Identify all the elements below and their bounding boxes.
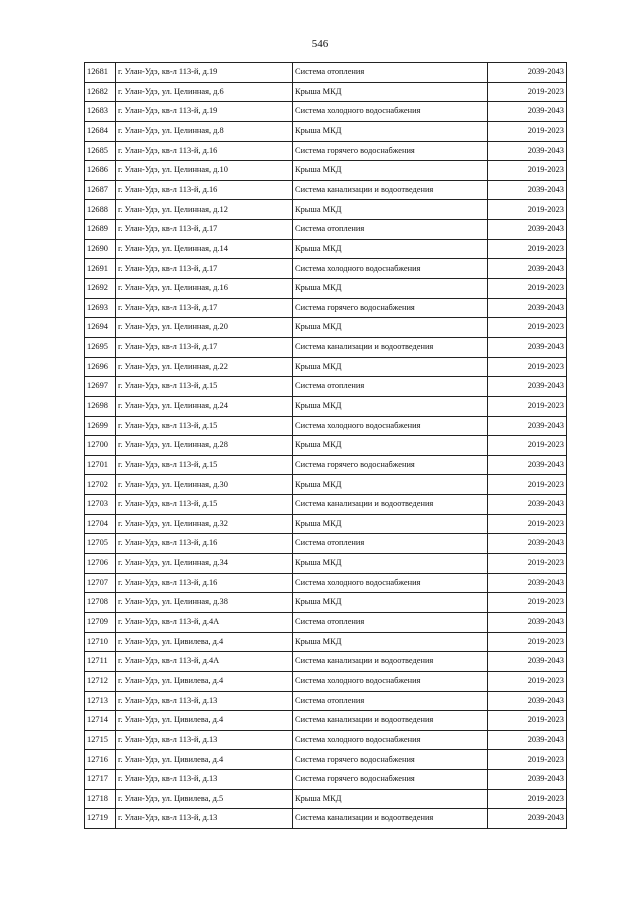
- system-cell: Система канализации и водоотведения: [293, 652, 488, 672]
- table-row: [85, 671, 567, 691]
- table-row: [85, 789, 567, 809]
- address-cell: г. Улан-Удэ, ул. Целинная, д.10: [116, 161, 293, 181]
- row-number-cell: 12711: [85, 652, 116, 672]
- table-row: [85, 632, 567, 652]
- row-number-cell: 12708: [85, 593, 116, 613]
- period-cell: 2019-2023: [488, 82, 567, 102]
- row-number-cell: 12684: [85, 121, 116, 141]
- table-row: [85, 298, 567, 318]
- page-number: 546: [311, 38, 329, 50]
- row-number-cell: 12710: [85, 632, 116, 652]
- system-cell: Система отопления: [293, 220, 488, 240]
- period-cell: 2019-2023: [488, 711, 567, 731]
- row-number-cell: 12696: [85, 357, 116, 377]
- table-row: [85, 239, 567, 259]
- address-cell: г. Улан-Удэ, ул. Целинная, д.24: [116, 396, 293, 416]
- table-row: [85, 750, 567, 770]
- table-row: [85, 63, 567, 83]
- address-cell: г. Улан-Удэ, кв-л 113-й, д.15: [116, 377, 293, 397]
- system-cell: Система горячего водоснабжения: [293, 770, 488, 790]
- address-cell: г. Улан-Удэ, ул. Цивилева, д.4: [116, 632, 293, 652]
- period-cell: 2039-2043: [488, 770, 567, 790]
- address-cell: г. Улан-Удэ, кв-л 113-й, д.17: [116, 259, 293, 279]
- table-row: [85, 554, 567, 574]
- row-number-cell: 12690: [85, 239, 116, 259]
- table-row: [85, 573, 567, 593]
- system-cell: Система холодного водоснабжения: [293, 259, 488, 279]
- row-number-cell: 12686: [85, 161, 116, 181]
- row-number-cell: 12697: [85, 377, 116, 397]
- table-row: [85, 82, 567, 102]
- address-cell: г. Улан-Удэ, кв-л 113-й, д.15: [116, 416, 293, 436]
- address-cell: г. Улан-Удэ, кв-л 113-й, д.13: [116, 809, 293, 829]
- address-cell: г. Улан-Удэ, кв-л 113-й, д.16: [116, 180, 293, 200]
- system-cell: Крыша МКД: [293, 554, 488, 574]
- row-number-cell: 12699: [85, 416, 116, 436]
- address-cell: г. Улан-Удэ, кв-л 113-й, д.16: [116, 141, 293, 161]
- row-number-cell: 12683: [85, 102, 116, 122]
- system-cell: Система канализации и водоотведения: [293, 337, 488, 357]
- period-cell: 2039-2043: [488, 730, 567, 750]
- row-number-cell: 12685: [85, 141, 116, 161]
- row-number-cell: 12700: [85, 436, 116, 456]
- row-number-cell: 12688: [85, 200, 116, 220]
- address-cell: г. Улан-Удэ, кв-л 113-й, д.17: [116, 298, 293, 318]
- period-cell: 2039-2043: [488, 652, 567, 672]
- system-cell: Крыша МКД: [293, 318, 488, 338]
- address-cell: г. Улан-Удэ, кв-л 113-й, д.19: [116, 63, 293, 83]
- row-number-cell: 12714: [85, 711, 116, 731]
- system-cell: Крыша МКД: [293, 789, 488, 809]
- period-cell: 2019-2023: [488, 436, 567, 456]
- table-row: [85, 809, 567, 829]
- table-row: [85, 200, 567, 220]
- address-cell: г. Улан-Удэ, ул. Целинная, д.12: [116, 200, 293, 220]
- address-cell: г. Улан-Удэ, кв-л 113-й, д.15: [116, 495, 293, 515]
- table-row: [85, 770, 567, 790]
- system-cell: Крыша МКД: [293, 357, 488, 377]
- system-cell: Крыша МКД: [293, 161, 488, 181]
- row-number-cell: 12693: [85, 298, 116, 318]
- address-cell: г. Улан-Удэ, кв-л 113-й, д.13: [116, 770, 293, 790]
- system-cell: Система холодного водоснабжения: [293, 730, 488, 750]
- period-cell: 2039-2043: [488, 259, 567, 279]
- address-cell: г. Улан-Удэ, кв-л 113-й, д.19: [116, 102, 293, 122]
- system-cell: Система холодного водоснабжения: [293, 671, 488, 691]
- row-number-cell: 12706: [85, 554, 116, 574]
- period-cell: 2039-2043: [488, 809, 567, 829]
- system-cell: Система холодного водоснабжения: [293, 573, 488, 593]
- address-cell: г. Улан-Удэ, кв-л 113-й, д.17: [116, 337, 293, 357]
- system-cell: Крыша МКД: [293, 632, 488, 652]
- system-cell: Система холодного водоснабжения: [293, 416, 488, 436]
- table-row: [85, 279, 567, 299]
- row-number-cell: 12692: [85, 279, 116, 299]
- system-cell: Система отопления: [293, 377, 488, 397]
- table-row: [85, 495, 567, 515]
- period-cell: 2019-2023: [488, 789, 567, 809]
- table-row: [85, 337, 567, 357]
- address-cell: г. Улан-Удэ, ул. Целинная, д.30: [116, 475, 293, 495]
- period-cell: 2019-2023: [488, 239, 567, 259]
- table-row: [85, 436, 567, 456]
- table-row: [85, 259, 567, 279]
- row-number-cell: 12703: [85, 495, 116, 515]
- period-cell: 2039-2043: [488, 337, 567, 357]
- system-cell: Крыша МКД: [293, 475, 488, 495]
- address-cell: г. Улан-Удэ, ул. Цивилева, д.4: [116, 750, 293, 770]
- system-cell: Крыша МКД: [293, 593, 488, 613]
- system-cell: Система канализации и водоотведения: [293, 495, 488, 515]
- row-number-cell: 12704: [85, 514, 116, 534]
- system-cell: Система горячего водоснабжения: [293, 141, 488, 161]
- table-row: [85, 730, 567, 750]
- system-cell: Крыша МКД: [293, 82, 488, 102]
- system-cell: Крыша МКД: [293, 200, 488, 220]
- system-cell: Система отопления: [293, 534, 488, 554]
- system-cell: Крыша МКД: [293, 121, 488, 141]
- system-cell: Система отопления: [293, 63, 488, 83]
- address-cell: г. Улан-Удэ, кв-л 113-й, д.13: [116, 691, 293, 711]
- row-number-cell: 12715: [85, 730, 116, 750]
- table-row: [85, 318, 567, 338]
- row-number-cell: 12701: [85, 455, 116, 475]
- address-cell: г. Улан-Удэ, кв-л 113-й, д.16: [116, 534, 293, 554]
- table-body: [85, 63, 567, 829]
- table-row: [85, 691, 567, 711]
- address-cell: г. Улан-Удэ, кв-л 113-й, д.16: [116, 573, 293, 593]
- table-row: [85, 711, 567, 731]
- period-cell: 2019-2023: [488, 475, 567, 495]
- system-cell: Крыша МКД: [293, 436, 488, 456]
- period-cell: 2039-2043: [488, 612, 567, 632]
- period-cell: 2039-2043: [488, 573, 567, 593]
- address-cell: г. Улан-Удэ, ул. Целинная, д.34: [116, 554, 293, 574]
- row-number-cell: 12713: [85, 691, 116, 711]
- row-number-cell: 12718: [85, 789, 116, 809]
- period-cell: 2039-2043: [488, 455, 567, 475]
- table-row: [85, 514, 567, 534]
- period-cell: 2019-2023: [488, 200, 567, 220]
- row-number-cell: 12694: [85, 318, 116, 338]
- period-cell: 2039-2043: [488, 220, 567, 240]
- address-cell: г. Улан-Удэ, ул. Целинная, д.32: [116, 514, 293, 534]
- system-cell: Система горячего водоснабжения: [293, 750, 488, 770]
- table-row: [85, 534, 567, 554]
- period-cell: 2039-2043: [488, 298, 567, 318]
- system-cell: Крыша МКД: [293, 514, 488, 534]
- row-number-cell: 12702: [85, 475, 116, 495]
- row-number-cell: 12716: [85, 750, 116, 770]
- address-cell: г. Улан-Удэ, ул. Целинная, д.38: [116, 593, 293, 613]
- address-cell: г. Улан-Удэ, кв-л 113-й, д.17: [116, 220, 293, 240]
- repair-schedule-table: [84, 62, 567, 829]
- system-cell: Система горячего водоснабжения: [293, 298, 488, 318]
- period-cell: 2039-2043: [488, 63, 567, 83]
- period-cell: 2019-2023: [488, 750, 567, 770]
- row-number-cell: 12717: [85, 770, 116, 790]
- address-cell: г. Улан-Удэ, ул. Цивилева, д.4: [116, 671, 293, 691]
- system-cell: Крыша МКД: [293, 396, 488, 416]
- address-cell: г. Улан-Удэ, ул. Целинная, д.14: [116, 239, 293, 259]
- table-row: [85, 141, 567, 161]
- row-number-cell: 12681: [85, 63, 116, 83]
- period-cell: 2019-2023: [488, 593, 567, 613]
- row-number-cell: 12689: [85, 220, 116, 240]
- table-row: [85, 161, 567, 181]
- system-cell: Система горячего водоснабжения: [293, 455, 488, 475]
- system-cell: Система холодного водоснабжения: [293, 102, 488, 122]
- address-cell: г. Улан-Удэ, кв-л 113-й, д.13: [116, 730, 293, 750]
- period-cell: 2019-2023: [488, 671, 567, 691]
- address-cell: г. Улан-Удэ, ул. Целинная, д.20: [116, 318, 293, 338]
- system-cell: Система отопления: [293, 612, 488, 632]
- address-cell: г. Улан-Удэ, ул. Целинная, д.22: [116, 357, 293, 377]
- period-cell: 2019-2023: [488, 514, 567, 534]
- row-number-cell: 12687: [85, 180, 116, 200]
- table-row: [85, 357, 567, 377]
- period-cell: 2019-2023: [488, 318, 567, 338]
- row-number-cell: 12698: [85, 396, 116, 416]
- table-row: [85, 593, 567, 613]
- address-cell: г. Улан-Удэ, ул. Целинная, д.28: [116, 436, 293, 456]
- table-row: [85, 121, 567, 141]
- system-cell: Крыша МКД: [293, 279, 488, 299]
- row-number-cell: 12707: [85, 573, 116, 593]
- table-row: [85, 475, 567, 495]
- address-cell: г. Улан-Удэ, ул. Цивилева, д.4: [116, 711, 293, 731]
- system-cell: Система канализации и водоотведения: [293, 711, 488, 731]
- period-cell: 2019-2023: [488, 279, 567, 299]
- period-cell: 2019-2023: [488, 632, 567, 652]
- period-cell: 2019-2023: [488, 161, 567, 181]
- period-cell: 2039-2043: [488, 102, 567, 122]
- row-number-cell: 12695: [85, 337, 116, 357]
- table-row: [85, 612, 567, 632]
- system-cell: Система отопления: [293, 691, 488, 711]
- address-cell: г. Улан-Удэ, ул. Цивилева, д.5: [116, 789, 293, 809]
- row-number-cell: 12712: [85, 671, 116, 691]
- table-row: [85, 377, 567, 397]
- system-cell: Система канализации и водоотведения: [293, 180, 488, 200]
- address-cell: г. Улан-Удэ, ул. Целинная, д.8: [116, 121, 293, 141]
- table-row: [85, 220, 567, 240]
- system-cell: Система канализации и водоотведения: [293, 809, 488, 829]
- period-cell: 2019-2023: [488, 396, 567, 416]
- table-row: [85, 396, 567, 416]
- table-row: [85, 102, 567, 122]
- period-cell: 2039-2043: [488, 416, 567, 436]
- row-number-cell: 12691: [85, 259, 116, 279]
- period-cell: 2039-2043: [488, 495, 567, 515]
- address-cell: г. Улан-Удэ, кв-л 113-й, д.4А: [116, 612, 293, 632]
- address-cell: г. Улан-Удэ, ул. Целинная, д.6: [116, 82, 293, 102]
- table-row: [85, 652, 567, 672]
- address-cell: г. Улан-Удэ, кв-л 113-й, д.4А: [116, 652, 293, 672]
- period-cell: 2039-2043: [488, 141, 567, 161]
- table-row: [85, 180, 567, 200]
- row-number-cell: 12682: [85, 82, 116, 102]
- table-row: [85, 455, 567, 475]
- period-cell: 2039-2043: [488, 180, 567, 200]
- address-cell: г. Улан-Удэ, кв-л 113-й, д.15: [116, 455, 293, 475]
- table-row: [85, 416, 567, 436]
- period-cell: 2019-2023: [488, 554, 567, 574]
- period-cell: 2039-2043: [488, 691, 567, 711]
- address-cell: г. Улан-Удэ, ул. Целинная, д.16: [116, 279, 293, 299]
- period-cell: 2019-2023: [488, 121, 567, 141]
- system-cell: Крыша МКД: [293, 239, 488, 259]
- period-cell: 2039-2043: [488, 534, 567, 554]
- period-cell: 2019-2023: [488, 357, 567, 377]
- row-number-cell: 12705: [85, 534, 116, 554]
- row-number-cell: 12709: [85, 612, 116, 632]
- period-cell: 2039-2043: [488, 377, 567, 397]
- row-number-cell: 12719: [85, 809, 116, 829]
